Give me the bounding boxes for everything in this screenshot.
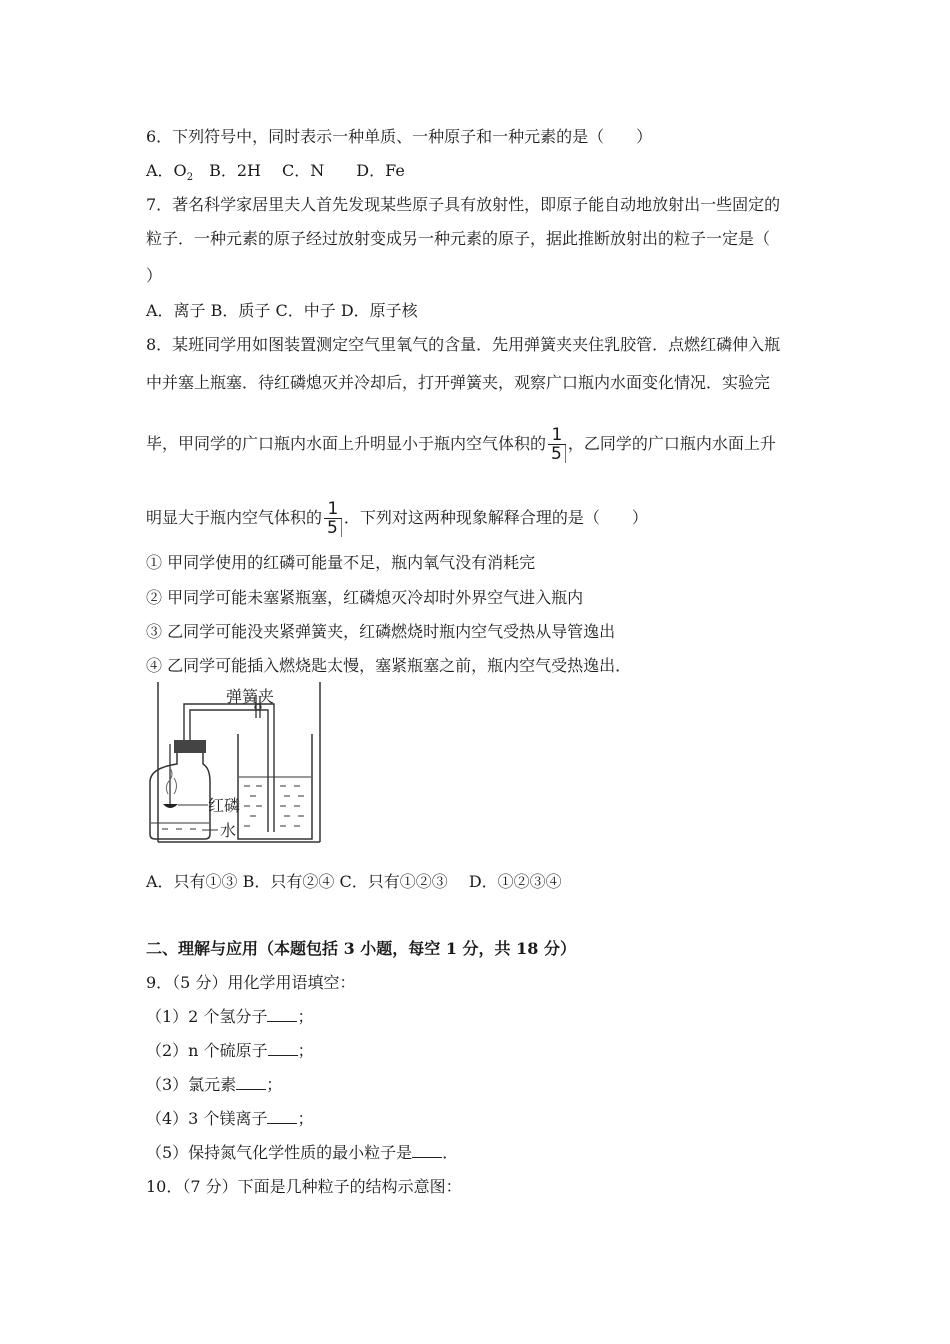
q6-option-a-subscript: 2 bbox=[186, 172, 194, 184]
q8-options: A．只有①③ B．只有②④ C．只有①②③ D．①②③④ bbox=[146, 872, 562, 891]
q8-statement-3: ③ 乙同学可能没夹紧弹簧夹，红磷燃烧时瓶内空气受热从导管逸出 bbox=[146, 622, 616, 641]
answer-blank[interactable] bbox=[267, 1007, 297, 1022]
q7-line3: ） bbox=[146, 266, 163, 285]
q9-stem: 9．（5 分）用化学用语填空： bbox=[146, 973, 356, 992]
q9-item-5 bbox=[146, 1143, 458, 1163]
bottle-stopper bbox=[174, 740, 206, 753]
fraction-one-fifth bbox=[548, 426, 566, 463]
apparatus-figure bbox=[146, 682, 322, 844]
phosphorus-label: 红磷 bbox=[208, 796, 241, 815]
q8-line3-text-after: ，乙同学的广口瓶内水面上升 bbox=[567, 434, 776, 453]
q9-item-text: （5）保持氮气化学性质的最小粒子是 bbox=[146, 1143, 413, 1162]
q9-item-text: （4）3 个镁离子 bbox=[146, 1109, 268, 1128]
q8-line2: 中并塞上瓶塞．待红磷熄灭并冷却后，打开弹簧夹，观察广口瓶内水面变化情况．实验完 bbox=[146, 373, 771, 392]
q6-options-rest: B．2H C．N D．Fe bbox=[193, 161, 405, 180]
q9-item-4 bbox=[146, 1109, 313, 1129]
section2-heading: 二、理解与应用（本题包括 3 小题，每空 1 分，共 18 分） bbox=[146, 939, 576, 958]
clamp-label: 弹簧夹 bbox=[226, 687, 275, 706]
q7-options: A．离子 B．质子 C．中子 D．原子核 bbox=[146, 301, 418, 320]
fraction-numerator: 1 bbox=[548, 426, 566, 445]
fraction-numerator: 1 bbox=[324, 500, 342, 519]
q8-line4 bbox=[146, 498, 648, 538]
q10-stem: 10．（7 分）下面是几种粒子的结构示意图： bbox=[146, 1177, 462, 1196]
q9-item-punct: ； bbox=[266, 1075, 283, 1094]
q9-item-punct: ． bbox=[442, 1143, 459, 1162]
q6-options bbox=[146, 161, 405, 188]
q7-line2: 粒子．一种元素的原子经过放射变成另一种元素的原子，据此推断放射出的粒子一定是（ bbox=[146, 229, 771, 248]
q9-item-punct: ； bbox=[297, 1007, 314, 1026]
q8-line1: 8．某班同学用如图装置测定空气里氧气的含量．先用弹簧夹夹住乳胶管．点燃红磷伸入瓶 bbox=[146, 335, 781, 354]
answer-blank[interactable] bbox=[412, 1143, 442, 1158]
q9-item-text: （1）2 个氢分子 bbox=[146, 1007, 268, 1026]
q9-item-punct: ； bbox=[297, 1109, 314, 1128]
answer-blank[interactable] bbox=[267, 1109, 297, 1124]
q9-item-2 bbox=[146, 1041, 314, 1061]
q8-line3 bbox=[146, 424, 776, 464]
q8-statement-4: ④ 乙同学可能插入燃烧匙太慢，塞紧瓶塞之前，瓶内空气受热逸出． bbox=[146, 656, 632, 675]
fraction-denominator: 5 bbox=[548, 445, 566, 463]
q6-stem: 6．下列符号中，同时表示一种单质、一种原子和一种元素的是（ ） bbox=[146, 127, 653, 146]
q6-option-a: A．O bbox=[146, 161, 187, 180]
answer-blank[interactable] bbox=[268, 1041, 298, 1056]
q8-line4-text-before: 明显大于瓶内空气体积的 bbox=[146, 508, 323, 527]
answer-blank[interactable] bbox=[236, 1075, 266, 1090]
q8-statement-2: ② 甲同学可能未塞紧瓶塞，红磷熄灭冷却时外界空气进入瓶内 bbox=[146, 588, 584, 607]
water-label: 水 bbox=[220, 821, 237, 840]
flame-icon bbox=[166, 768, 176, 794]
fraction-one-fifth bbox=[324, 500, 342, 537]
q8-line3-text-before: 毕，甲同学的广口瓶内水面上升明显小于瓶内空气体积的 bbox=[146, 434, 547, 453]
q8-statement-1: ① 甲同学使用的红磷可能量不足，瓶内氧气没有消耗完 bbox=[146, 553, 536, 572]
q9-item-text: （2）n 个硫原子 bbox=[146, 1041, 268, 1060]
q8-line4-text-after: ．下列对这两种现象解释合理的是（ ） bbox=[343, 508, 648, 527]
q9-item-punct: ； bbox=[297, 1041, 314, 1060]
fraction-denominator: 5 bbox=[324, 519, 342, 537]
wide-mouth-bottle bbox=[150, 753, 210, 839]
q9-item-3 bbox=[146, 1075, 282, 1095]
q9-item-text: （3）氯元素 bbox=[146, 1075, 237, 1094]
q7-line1: 7．著名科学家居里夫人首先发现某些原子具有放射性，即原子能自动地放射出一些固定的 bbox=[146, 195, 781, 214]
q9-item-1 bbox=[146, 1007, 313, 1027]
red-phosphorus-spoon bbox=[163, 804, 178, 808]
